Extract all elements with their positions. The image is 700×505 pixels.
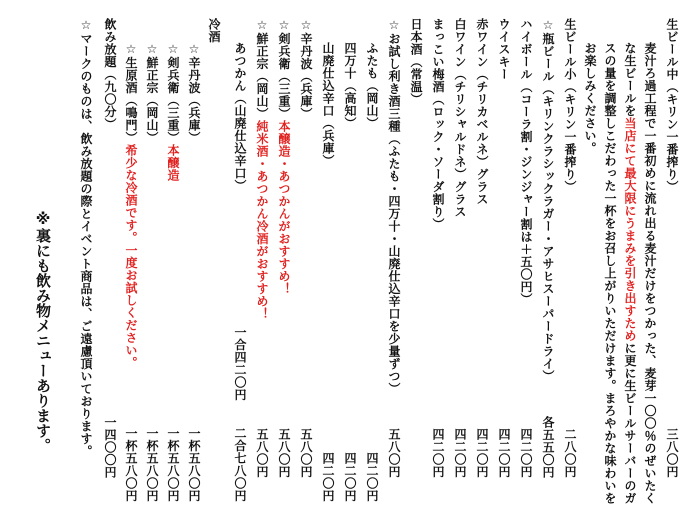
menu-item-red-wine: 赤ワイン（チリカベルネ）グラス 四二〇円 — [475, 18, 489, 478]
item-name: 生ビール中（キリン一番搾り） — [665, 18, 679, 193]
menu-item-yamahai: 山廃仕込辛口（兵庫） 四二〇円 — [321, 42, 335, 502]
menu-item-white-wine: 白ワイン（チリシャルドネ）グラス 四二〇円 — [453, 18, 467, 478]
menu-item-masamune-1: ☆鮮正宗（岡山）純米酒・あつかん冷酒がおすすめ！ 五八〇円 — [255, 18, 269, 478]
menu-item-nomihoudai: 飲み放題（九〇分） 一四〇〇円 — [103, 18, 117, 478]
menu-item-shimanto: 四万十（高知） 四二〇円 — [343, 42, 357, 502]
menu-item-makkori: まっこい梅酒（ロック・ソーダ割り） 四二〇円 — [431, 18, 445, 478]
menu-item-kenbishi-1: ☆剣兵衛（三重）本醸造・あつかんがおすすめ！ 五八〇円 — [277, 18, 291, 478]
menu-item-futamo: ふたも（岡山） 四二〇円 — [365, 42, 379, 502]
menu-item-tanba-2: ☆辛丹波（兵庫） 一杯五八〇円 — [187, 42, 201, 502]
menu-item-beer-mid — [662, 18, 682, 478]
menu-item-beer-small: 生ビール小（キリン一番搾り） 二八〇円 — [563, 18, 577, 478]
beer-description-line-2: な生ビールを当店にて最大限にうまみを引き出すために更に生ビールサーバーのガ — [623, 42, 637, 505]
back-page-note: ※裏にも飲み物メニューあります。 — [34, 210, 52, 453]
cold-sake-heading: 冷酒 — [207, 18, 221, 43]
menu-item-tanba-1: ☆辛丹波（兵庫） 五八〇円 — [299, 18, 313, 478]
sake-heading: 日本酒（常温） — [409, 18, 423, 106]
highlight-text: 当店にて最大限にうまみを引き出すため — [623, 117, 637, 342]
beer-description-line-3: スの量を調整しこだわった一杯をお召し上がりいただけます。まろやかな味わいを — [603, 42, 617, 505]
menu-item-nama: ☆生原酒（鳴門）希少な冷酒です。一度お試しください。 一杯五八〇円 — [124, 42, 138, 502]
star-mark-note: ☆マークのものは、飲み放題の際とイベント商品は、ご遠慮頂いております。 — [79, 18, 93, 458]
menu-item-highball: ハイボール（コーラ割・ジンジャー割は＋五〇円） 四二〇円 — [519, 18, 533, 478]
menu-item-kenbishi-2: ☆剣兵衛（三重）本醸造 一杯五八〇円 — [166, 42, 180, 502]
menu-item-masamune-2: ☆鮮正宗（岡山） 一杯五八〇円 — [145, 42, 159, 502]
beer-description-line-1: 麦汁ろ過工程で一番初めに流れ出る麦汁だけをつかった、麦芽一〇〇％のぜいたく — [643, 42, 657, 505]
menu-item-bottle-beer: ☆瓶ビール（キリンクラシックラガー・アサヒスーパードライ） 各五五〇円 — [541, 18, 555, 478]
menu-item-whisky: ウイスキー 四二〇円 — [497, 18, 511, 478]
beer-description-line-4: お楽しみください。 — [583, 42, 597, 155]
item-price: 三八〇円 — [665, 428, 679, 478]
menu-item-sake-trial: ☆お試し利き酒三種（ふたも・四万十・山廃仕込辛口を少量ずつ） 五八〇円 — [387, 18, 401, 478]
menu-item-atsukan: あつかん（山廃仕込辛口） 一合四二〇円 二合七八〇円 — [233, 42, 247, 502]
